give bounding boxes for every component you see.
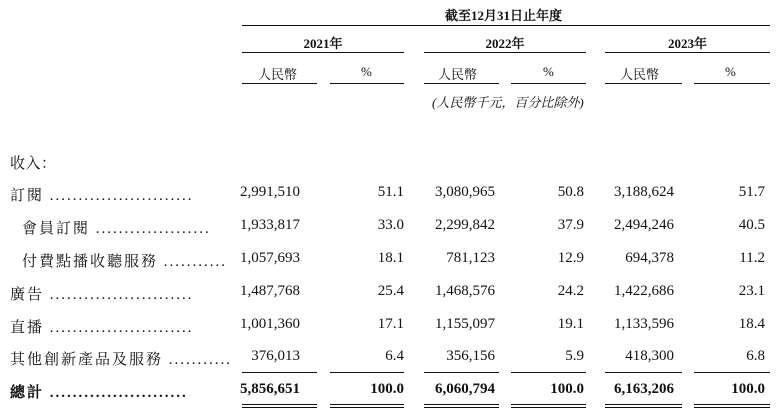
cell-2022-pct: 37.9 bbox=[557, 217, 584, 233]
row-label: 付費點播收聽服務 ........... bbox=[22, 254, 228, 270]
row-label: 廣告 ......................... bbox=[10, 287, 194, 303]
rule-total-currency-2023 bbox=[605, 372, 682, 373]
cell-2022-amount: 1,468,576 bbox=[435, 283, 495, 299]
cell-2021-amount: 1,001,360 bbox=[240, 316, 300, 332]
cell-2023-amount: 2,494,246 bbox=[614, 217, 674, 233]
double-rule-a bbox=[605, 404, 682, 405]
double-rule-a bbox=[694, 404, 770, 405]
rule-currency-2023 bbox=[605, 83, 682, 84]
cell-2023-pct: 11.2 bbox=[739, 250, 765, 266]
rule-percent-2021 bbox=[330, 83, 404, 84]
cell-2022-pct: 12.9 bbox=[557, 250, 584, 266]
percent-2023: % bbox=[725, 64, 736, 79]
rule-total-currency-2021 bbox=[242, 372, 317, 373]
cell-2021-amount: 1,933,817 bbox=[240, 217, 300, 233]
rule-total-percent-2023 bbox=[694, 372, 770, 373]
cell-2023-pct: 18.4 bbox=[738, 316, 765, 332]
cell-2021-pct: 6.4 bbox=[385, 348, 404, 364]
total-2023-pct: 100.0 bbox=[731, 381, 765, 397]
double-rule-a bbox=[330, 404, 404, 405]
total-2022-amount: 6,060,794 bbox=[435, 381, 495, 397]
cell-2021-pct: 33.0 bbox=[377, 217, 404, 233]
double-rule-b bbox=[605, 407, 682, 408]
cell-2022-amount: 1,155,097 bbox=[435, 316, 495, 332]
cell-2021-pct: 17.1 bbox=[377, 316, 404, 332]
double-rule-b bbox=[511, 407, 586, 408]
cell-2023-amount: 694,378 bbox=[625, 250, 674, 266]
year-2023-rule bbox=[605, 52, 770, 53]
rule-percent-2022 bbox=[511, 83, 586, 84]
double-rule-a bbox=[511, 404, 586, 405]
unit-note: (人民幣千元，百分比除外) bbox=[432, 95, 584, 110]
cell-2022-amount: 356,156 bbox=[446, 348, 495, 364]
cell-2022-pct: 24.2 bbox=[557, 283, 584, 299]
row-label: 其他創新產品及服務 ........... bbox=[10, 352, 233, 368]
year-2021-rule bbox=[242, 52, 404, 53]
total-2021-amount: 5,856,651 bbox=[240, 381, 300, 397]
cell-2021-pct: 51.1 bbox=[377, 184, 404, 200]
total-2023-amount: 6,163,206 bbox=[614, 381, 674, 397]
cell-2023-amount: 1,133,596 bbox=[614, 316, 674, 332]
row-label: 會員訂閱 .................... bbox=[22, 221, 211, 237]
year-2022-header: 2022年 bbox=[485, 36, 525, 51]
cell-2022-amount: 781,123 bbox=[446, 250, 495, 266]
rule-total-currency-2022 bbox=[424, 372, 499, 373]
total-label: 總計 ........................ bbox=[10, 385, 188, 401]
double-rule-b bbox=[424, 407, 499, 408]
currency-2021: 人民幣 bbox=[258, 67, 298, 82]
period-title: 截至12月31日止年度 bbox=[444, 8, 562, 23]
cell-2021-pct: 18.1 bbox=[377, 250, 404, 266]
double-rule-b bbox=[694, 407, 770, 408]
cell-2022-amount: 3,080,965 bbox=[435, 184, 495, 200]
percent-2022: % bbox=[543, 64, 554, 79]
total-2021-pct: 100.0 bbox=[370, 381, 404, 397]
rule-percent-2023 bbox=[694, 83, 770, 84]
rule-currency-2021 bbox=[242, 83, 317, 84]
row-label: 直播 ......................... bbox=[10, 320, 194, 336]
double-rule-a bbox=[424, 404, 499, 405]
cell-2022-pct: 5.9 bbox=[565, 348, 584, 364]
currency-2023: 人民幣 bbox=[620, 67, 660, 82]
year-2023-header: 2023年 bbox=[667, 36, 707, 51]
cell-2022-amount: 2,299,842 bbox=[435, 217, 495, 233]
section-title: 收入： bbox=[10, 156, 57, 172]
double-rule-a bbox=[242, 404, 317, 405]
currency-2022: 人民幣 bbox=[438, 67, 478, 82]
percent-2021: % bbox=[361, 64, 372, 79]
cell-2023-pct: 40.5 bbox=[738, 217, 765, 233]
cell-2022-pct: 19.1 bbox=[557, 316, 584, 332]
year-2022-rule bbox=[424, 52, 586, 53]
year-2021-header: 2021年 bbox=[303, 36, 343, 51]
cell-2021-amount: 2,991,510 bbox=[240, 184, 300, 200]
cell-2023-amount: 418,300 bbox=[625, 348, 674, 364]
rule-currency-2022 bbox=[424, 83, 499, 84]
header-rule bbox=[242, 25, 770, 26]
cell-2021-amount: 1,487,768 bbox=[240, 283, 300, 299]
cell-2022-pct: 50.8 bbox=[557, 184, 584, 200]
cell-2023-amount: 3,188,624 bbox=[614, 184, 674, 200]
cell-2023-amount: 1,422,686 bbox=[614, 283, 674, 299]
row-label: 訂閱 ......................... bbox=[10, 188, 194, 204]
rule-total-percent-2022 bbox=[511, 372, 586, 373]
total-2022-pct: 100.0 bbox=[550, 381, 584, 397]
cell-2021-pct: 25.4 bbox=[377, 283, 404, 299]
cell-2023-pct: 51.7 bbox=[738, 184, 765, 200]
cell-2021-amount: 1,057,693 bbox=[240, 250, 300, 266]
rule-total-percent-2021 bbox=[330, 372, 404, 373]
double-rule-b bbox=[330, 407, 404, 408]
cell-2023-pct: 6.8 bbox=[746, 348, 765, 364]
cell-2023-pct: 23.1 bbox=[738, 283, 765, 299]
cell-2021-amount: 376,013 bbox=[251, 348, 300, 364]
double-rule-b bbox=[242, 407, 317, 408]
